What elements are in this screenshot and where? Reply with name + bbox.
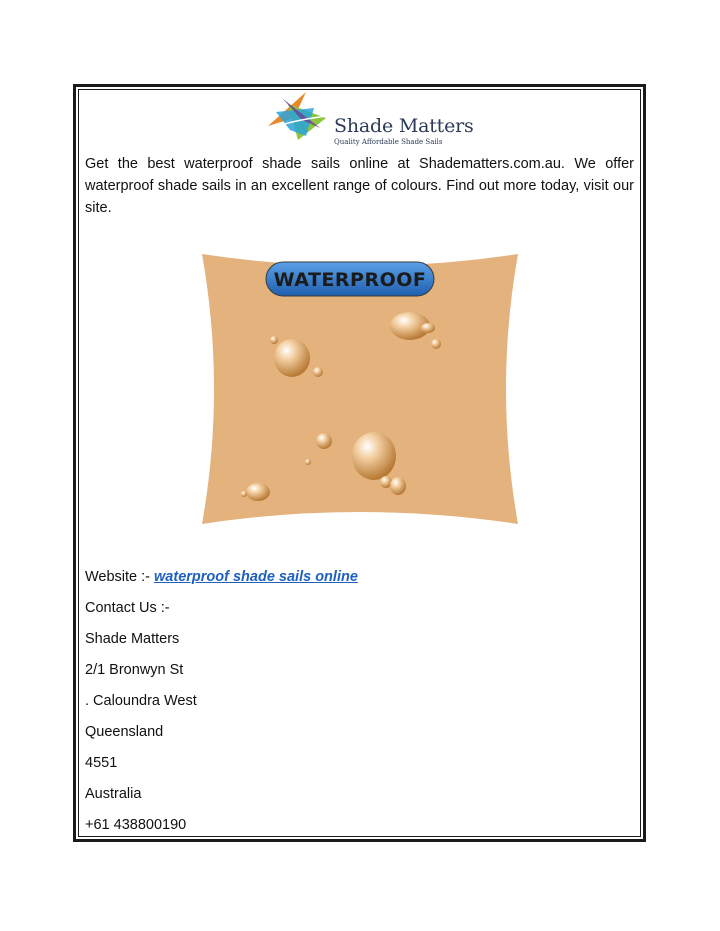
website-line	[85, 568, 625, 599]
brand-tagline: Quality Affordable Shade Sails	[334, 138, 443, 146]
intro-paragraph: Get the best waterproof shade sails online at Shadematters.com.au. We offer waterproof shade sails in an excellent range of colours. Find out more today, visit our site.	[85, 156, 634, 216]
badge-label: WATERPROOF	[273, 269, 427, 291]
contact-block	[85, 568, 625, 847]
website-link[interactable]: waterproof shade sails online	[154, 569, 358, 585]
contact-postcode: 4551	[85, 755, 118, 771]
contact-phone: +61 438800190	[85, 817, 187, 833]
contact-state: Queensland	[85, 724, 164, 740]
website-label: Website :-	[85, 569, 155, 585]
contact-heading: Contact Us :-	[85, 600, 170, 616]
contact-country: Australia	[85, 786, 142, 802]
contact-company: Shade Matters	[85, 631, 180, 647]
waterproof-sail-image	[188, 248, 532, 530]
logo-text	[334, 116, 474, 147]
contact-street: 2/1 Bronwyn St	[85, 662, 184, 678]
brand-name: Shade Matters	[334, 115, 474, 137]
contact-suburb: . Caloundra West	[85, 693, 197, 709]
